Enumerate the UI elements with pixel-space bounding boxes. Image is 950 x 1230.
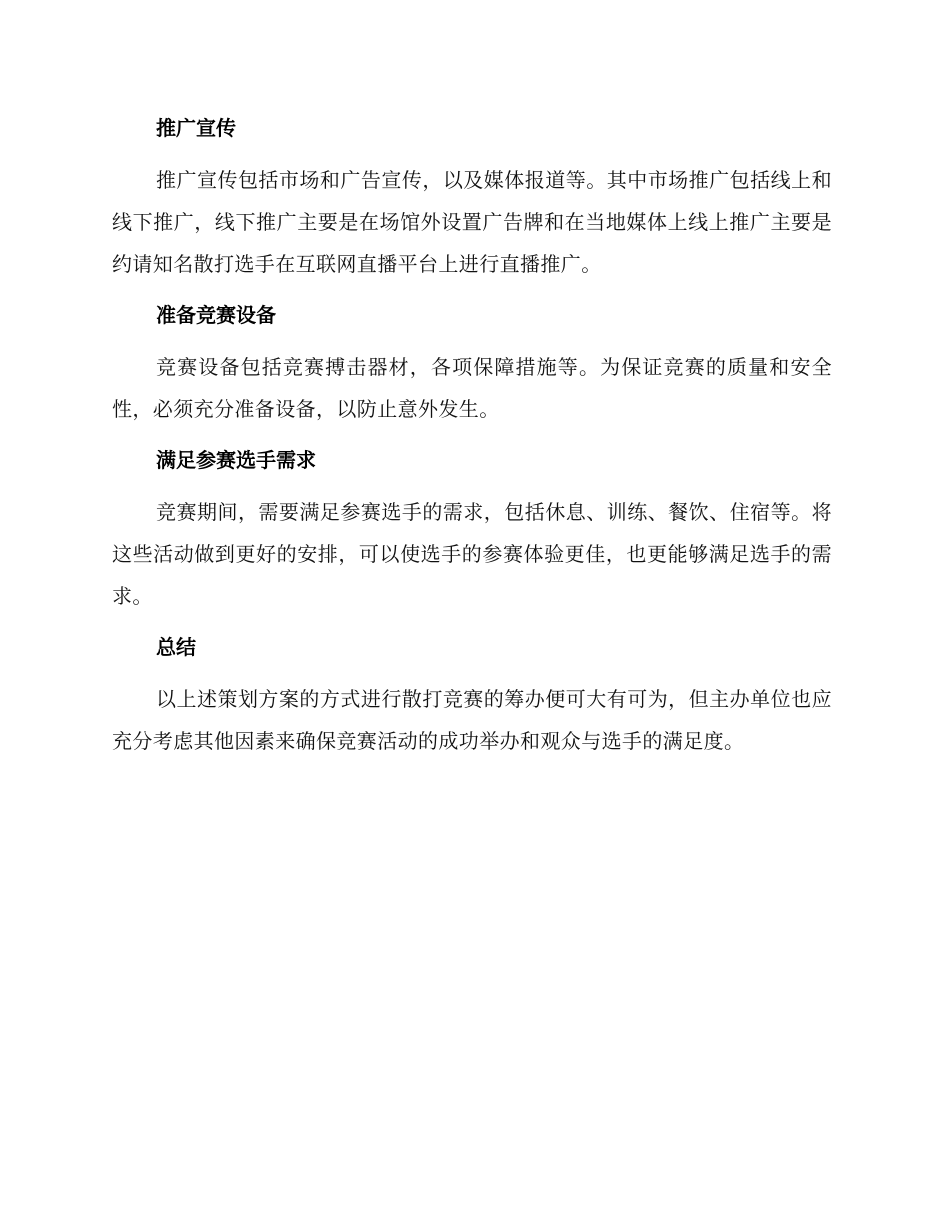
section-paragraph: 竞赛设备包括竞赛搏击器材，各项保障措施等。为保证竞赛的质量和安全性，必须充分准备设备，以防止意外发生。 [112, 355, 832, 421]
section-promotion [112, 108, 832, 285]
document-body [112, 108, 832, 772]
section-heading: 总结 [156, 635, 196, 659]
section-heading: 推广宣传 [156, 116, 236, 140]
section-heading: 准备竞赛设备 [156, 303, 276, 327]
section-paragraph: 推广宣传包括市场和广告宣传，以及媒体报道等。其中市场推广包括线上和线下推广，线下推广主要是在场馆外设置广告牌和在当地媒体上线上推广主要是约请知名散打选手在互联网直播平台上进行直播推广。 [112, 168, 832, 276]
section-paragraph: 竞赛期间，需要满足参赛选手的需求，包括休息、训练、餐饮、住宿等。将这些活动做到更好的安排，可以使选手的参赛体验更佳，也更能够满足选手的需求。 [112, 500, 832, 608]
section-summary [112, 627, 832, 762]
section-heading: 满足参赛选手需求 [156, 448, 316, 472]
section-equipment [112, 295, 832, 430]
section-athlete-needs [112, 440, 832, 617]
section-paragraph: 以上述策划方案的方式进行散打竞赛的筹办便可大有可为，但主办单位也应充分考虑其他因素来确保竞赛活动的成功举办和观众与选手的满足度。 [112, 687, 832, 753]
